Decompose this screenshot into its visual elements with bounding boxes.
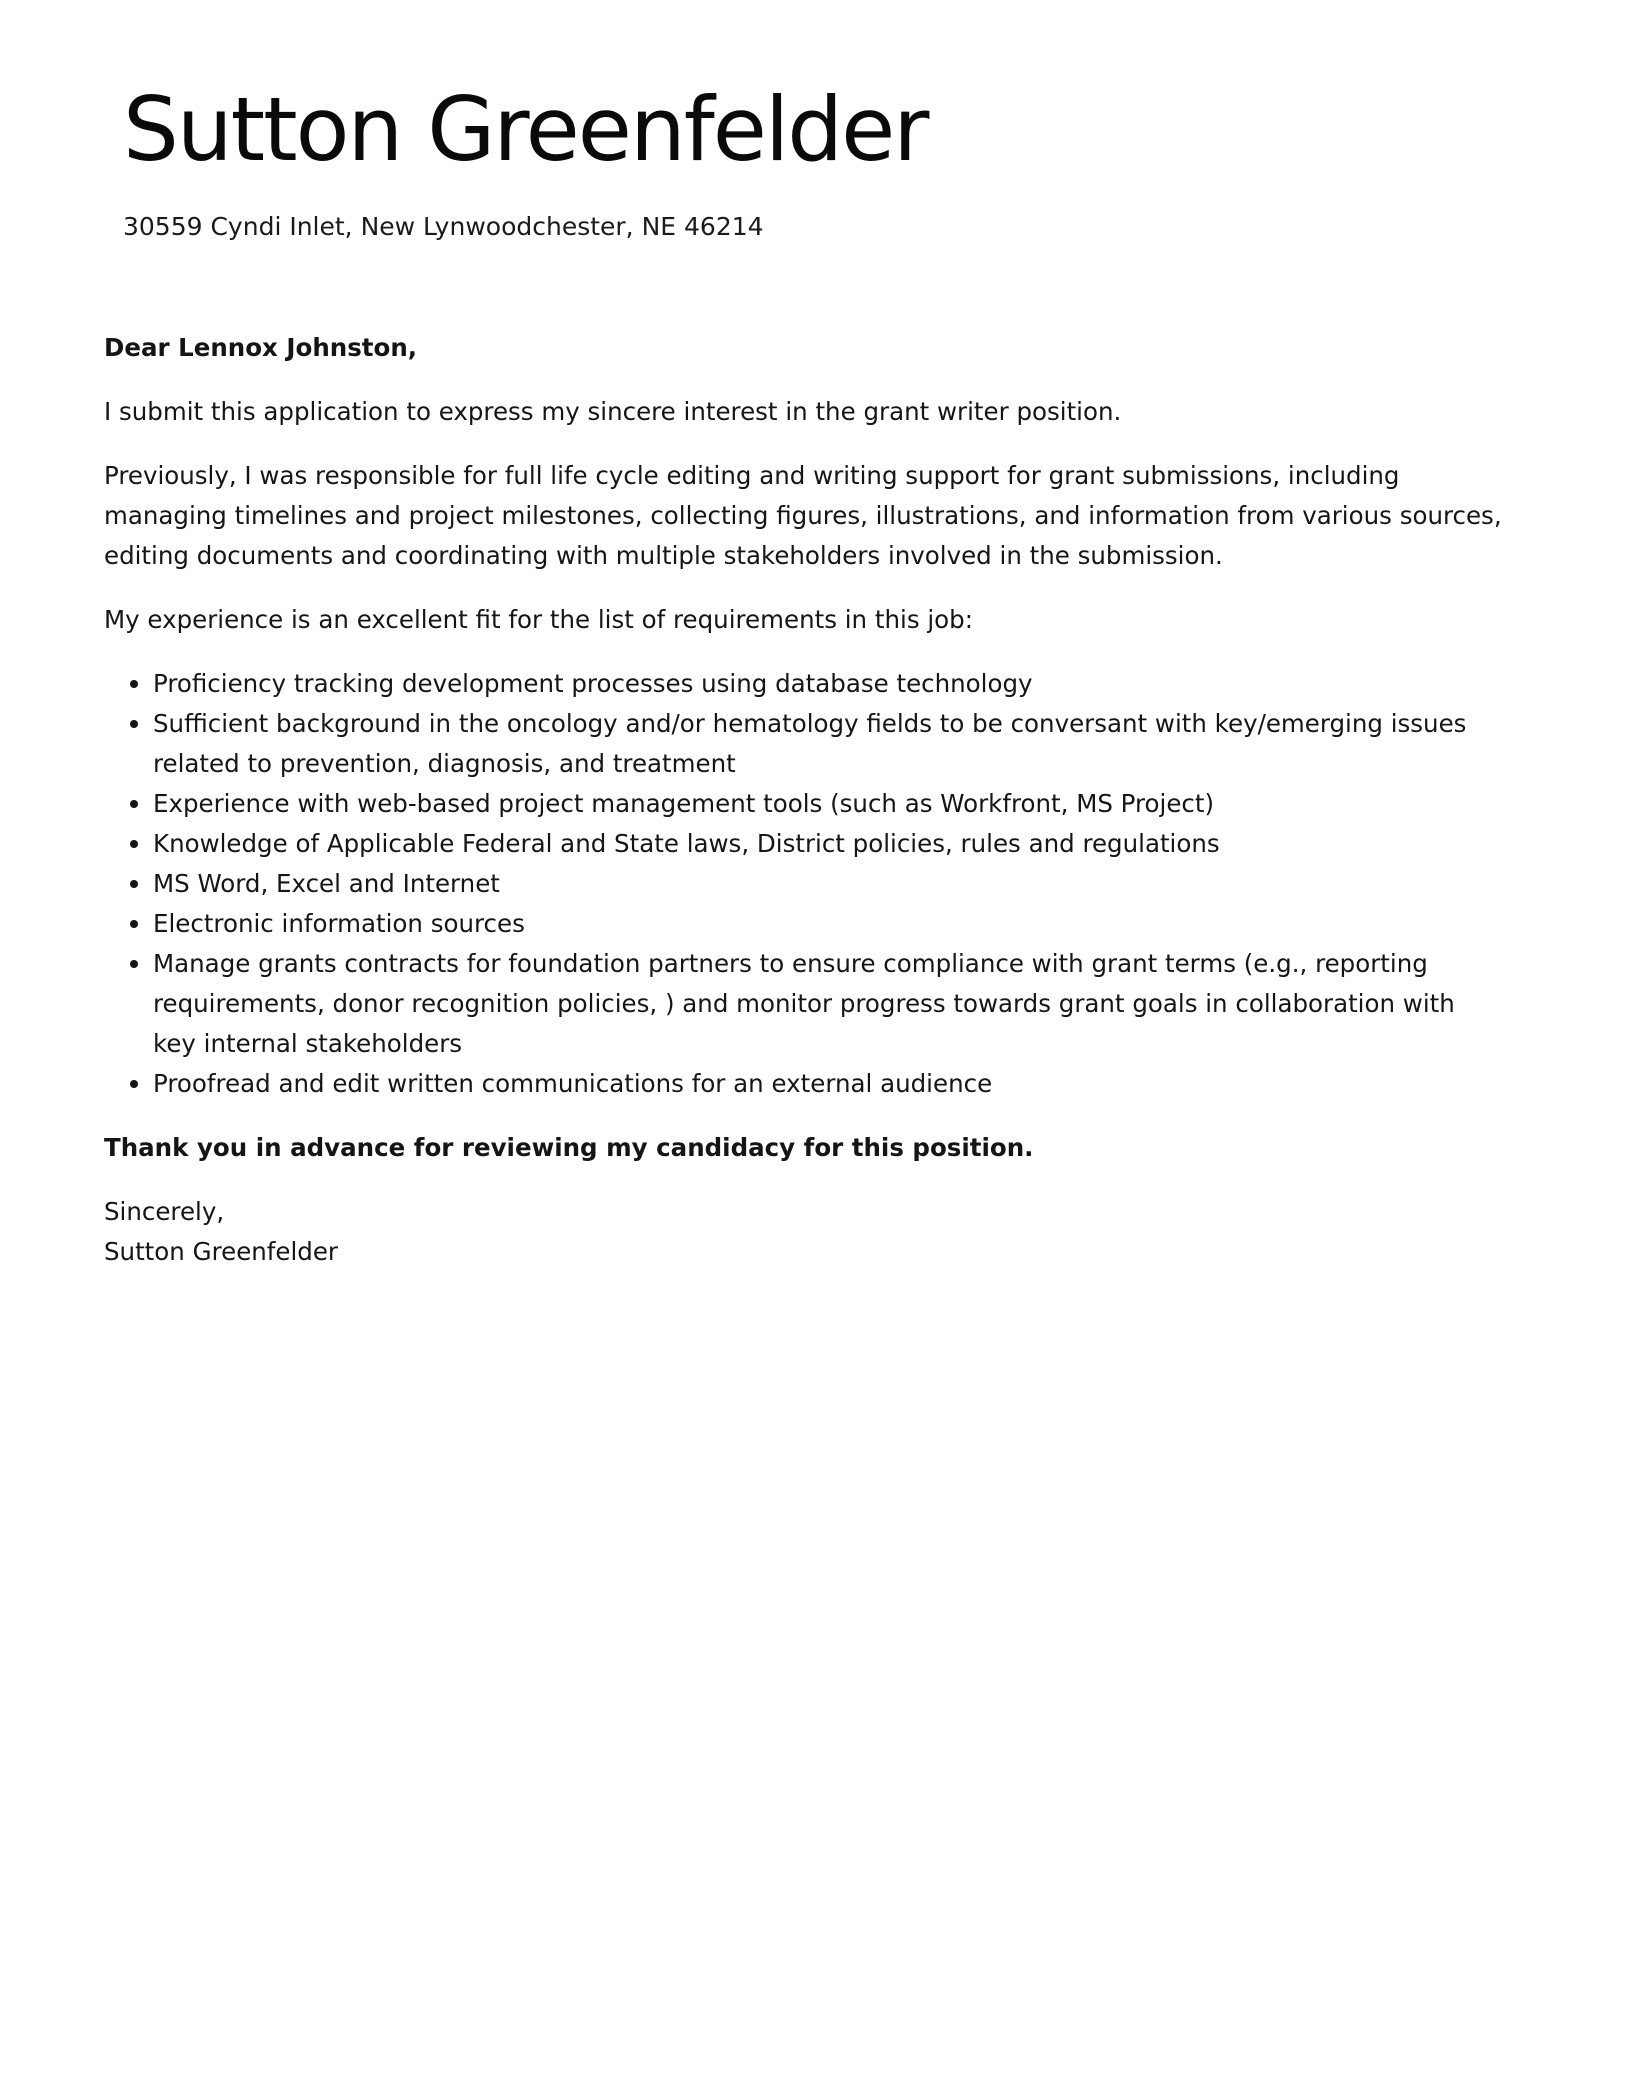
thanks-statement: Thank you in advance for reviewing my candidacy for this position. (104, 1133, 1034, 1162)
intro-paragraph: I submit this application to express my sincere interest in the grant writer position. (104, 397, 1122, 426)
fit-statement: My experience is an excellent fit for the list of requirements in this job: (104, 605, 973, 634)
applicant-address: 30559 Cyndi Inlet, New Lynwoodchester, NE 46214 (123, 212, 764, 241)
requirement-item (104, 704, 1504, 784)
applicant-name: Sutton Greenfelder (123, 78, 928, 181)
requirement-text: Electronic information sources (153, 909, 525, 938)
requirement-text: Proofread and edit written communications for an external audience (153, 1069, 993, 1098)
salutation: Dear Lennox Johnston, (104, 333, 418, 362)
closing-phrase: Sincerely, (104, 1197, 225, 1226)
bullet-icon (130, 680, 138, 688)
requirement-item (104, 1064, 1504, 1104)
experience-paragraph: Previously, I was responsible for full life cycle editing and writing support for grant submissions, including managing timelines and project milestones, collecting figures, illustrations, and information from various sources, editing documents and coordinating with multiple stakeholders involved in the submission. (104, 461, 1502, 570)
requirement-item (104, 824, 1504, 864)
letter-header (123, 72, 927, 244)
signature-name: Sutton Greenfelder (104, 1237, 338, 1266)
requirement-item (104, 864, 1504, 904)
requirement-item (104, 904, 1504, 944)
requirement-item (104, 664, 1504, 704)
bullet-icon (130, 1080, 138, 1088)
closing-block (104, 1192, 1504, 1272)
bullet-icon (130, 800, 138, 808)
requirements-list (104, 664, 1504, 1104)
bullet-icon (130, 960, 138, 968)
requirement-text: Knowledge of Applicable Federal and State laws, District policies, rules and regulations (153, 829, 1220, 858)
bullet-icon (130, 840, 138, 848)
letter-body (104, 328, 1504, 1296)
requirement-item (104, 944, 1504, 1064)
requirement-text: Sufficient background in the oncology and/or hematology fields to be conversant with key/emerging issues related to prevention, diagnosis, and treatment (153, 709, 1467, 778)
requirement-text: Manage grants contracts for foundation partners to ensure compliance with grant terms (e.g., reporting requirements, donor recognition policies, ) and monitor progress towards grant goals in collaboration with key internal stakeholders (153, 949, 1455, 1058)
bullet-icon (130, 920, 138, 928)
requirement-item (104, 784, 1504, 824)
bullet-icon (130, 720, 138, 728)
requirement-text: Proficiency tracking development processes using database technology (153, 669, 1033, 698)
bullet-icon (130, 880, 138, 888)
requirement-text: Experience with web-based project management tools (such as Workfront, MS Project) (153, 789, 1215, 818)
requirement-text: MS Word, Excel and Internet (153, 869, 500, 898)
